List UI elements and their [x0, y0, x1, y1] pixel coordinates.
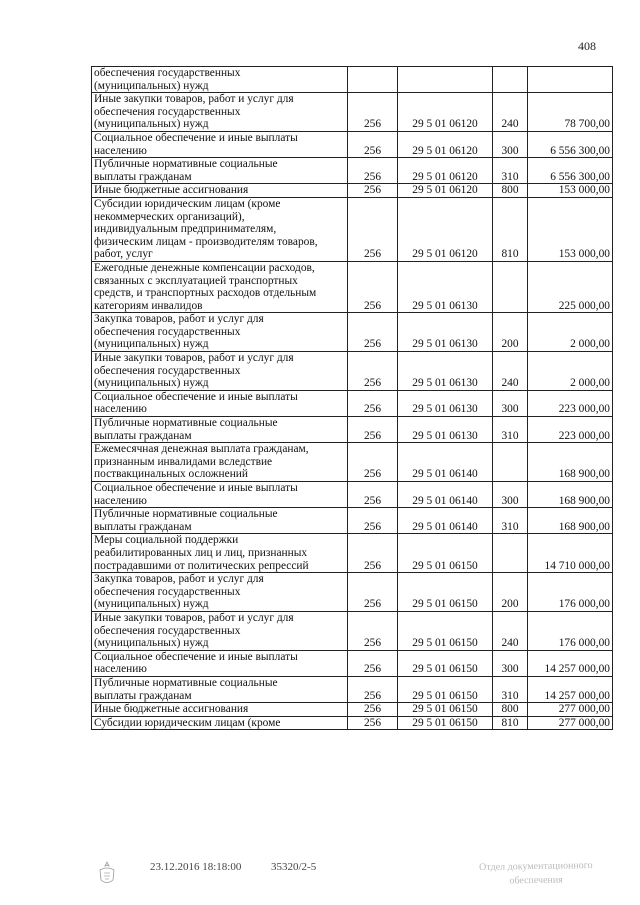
row-target-code: 29 5 01 06120: [398, 93, 493, 132]
row-name-line: Публичные нормативные социальные: [94, 508, 278, 521]
row-amount: 176 000,00: [528, 611, 613, 650]
row-name-line: (муниципальных) нужд: [94, 637, 209, 650]
row-target-code: 29 5 01 06150: [398, 716, 493, 730]
row-admin-code: 256: [348, 482, 398, 508]
row-name: [92, 650, 348, 676]
table-row: [92, 508, 613, 534]
row-name: [92, 67, 348, 93]
row-target-code: 29 5 01 06120: [398, 158, 493, 184]
row-name: [92, 93, 348, 132]
row-expense-type: 310: [493, 508, 528, 534]
row-expense-type: 200: [493, 573, 528, 612]
footer: [0, 860, 640, 905]
table-row: [92, 611, 613, 650]
row-expense-type: 240: [493, 611, 528, 650]
row-target-code: 29 5 01 06130: [398, 261, 493, 312]
row-amount: 78 700,00: [528, 93, 613, 132]
row-target-code: 29 5 01 06150: [398, 703, 493, 717]
budget-table: [91, 66, 613, 730]
row-name-line: Иные закупки товаров, работ и услуг для: [94, 611, 294, 624]
row-name-line: Ежемесячная денежная выплата гражданам,: [94, 443, 309, 456]
table-row: [92, 261, 613, 312]
row-name-line: обеспечения государственных: [94, 364, 241, 377]
row-name: [92, 443, 348, 482]
row-name-line: Иные бюджетные ассигнования: [94, 703, 249, 716]
row-target-code: 29 5 01 06150: [398, 611, 493, 650]
row-expense-type: 240: [493, 93, 528, 132]
row-target-code: 29 5 01 06150: [398, 676, 493, 702]
row-amount: 153 000,00: [528, 197, 613, 261]
row-target-code: 29 5 01 06130: [398, 352, 493, 391]
emblem-icon: [96, 860, 118, 888]
row-target-code: 29 5 01 06140: [398, 508, 493, 534]
row-name-line: населению: [94, 403, 147, 416]
row-name: [92, 184, 348, 198]
row-name: [92, 390, 348, 416]
row-name-line: поствакцинальных осложнений: [94, 468, 248, 481]
footer-doc-number: 35320/2-5: [271, 861, 317, 873]
row-name: [92, 716, 348, 730]
row-expense-type: [493, 443, 528, 482]
row-name-line: Субсидии юридическим лицам (кроме: [94, 197, 281, 210]
row-name: [92, 482, 348, 508]
row-name-line: Публичные нормативные социальные: [94, 676, 278, 689]
row-amount: 168 900,00: [528, 482, 613, 508]
table-row: [92, 93, 613, 132]
table-row: [92, 158, 613, 184]
row-name-line: Публичные нормативные социальные: [94, 158, 278, 171]
row-name-line: населению: [94, 663, 147, 676]
row-admin-code: 256: [348, 197, 398, 261]
row-expense-type: 310: [493, 158, 528, 184]
row-amount: 277 000,00: [528, 703, 613, 717]
row-amount: 2 000,00: [528, 313, 613, 352]
row-admin-code: 256: [348, 650, 398, 676]
row-name-line: обеспечения государственных: [94, 325, 241, 338]
row-target-code: 29 5 01 06130: [398, 417, 493, 443]
row-name-line: обеспечения государственных: [94, 624, 241, 637]
row-expense-type: [493, 67, 528, 93]
table-row: [92, 573, 613, 612]
row-target-code: 29 5 01 06130: [398, 313, 493, 352]
row-name-line: пострадавшими от политических репрессий: [94, 559, 309, 572]
row-amount: 223 000,00: [528, 417, 613, 443]
row-admin-code: 256: [348, 131, 398, 157]
row-name: [92, 158, 348, 184]
row-amount: 14 710 000,00: [528, 534, 613, 573]
row-name: [92, 417, 348, 443]
row-name-line: (муниципальных) нужд: [94, 79, 209, 92]
row-name: [92, 508, 348, 534]
row-expense-type: [493, 534, 528, 573]
row-amount: 153 000,00: [528, 184, 613, 198]
table-row: [92, 417, 613, 443]
row-name-line: Меры социальной поддержки: [94, 534, 239, 547]
row-name-line: (муниципальных) нужд: [94, 118, 209, 131]
row-name-line: Социальное обеспечение и иные выплаты: [94, 131, 298, 144]
table-row: [92, 676, 613, 702]
row-name-line: Субсидии юридическим лицам (кроме: [94, 716, 281, 729]
table-row: [92, 650, 613, 676]
row-admin-code: 256: [348, 93, 398, 132]
row-admin-code: 256: [348, 390, 398, 416]
row-expense-type: 240: [493, 352, 528, 391]
footer-stamp: Отдел документационного обеспечения: [479, 860, 593, 887]
row-name-line: средств, и транспортных расходов отдельным: [94, 287, 317, 300]
row-name: [92, 197, 348, 261]
row-name-line: Ежегодные денежные компенсации расходов,: [94, 261, 315, 274]
row-name-line: Иные бюджетные ассигнования: [94, 184, 249, 197]
row-target-code: 29 5 01 06140: [398, 482, 493, 508]
row-name-line: (муниципальных) нужд: [94, 377, 209, 390]
row-admin-code: 256: [348, 703, 398, 717]
row-name-line: реабилитированных лиц и лиц, признанных: [94, 546, 308, 559]
table-row: [92, 482, 613, 508]
row-name-line: обеспечения государственных: [94, 105, 241, 118]
row-expense-type: 300: [493, 482, 528, 508]
row-name: [92, 131, 348, 157]
row-name-line: выплаты гражданам: [94, 429, 192, 442]
row-amount: 6 556 300,00: [528, 131, 613, 157]
row-name-line: (муниципальных) нужд: [94, 338, 209, 351]
row-name-line: Иные закупки товаров, работ и услуг для: [94, 352, 294, 365]
row-amount: 6 556 300,00: [528, 158, 613, 184]
row-expense-type: 300: [493, 390, 528, 416]
row-amount: 223 000,00: [528, 390, 613, 416]
table-row: [92, 313, 613, 352]
row-expense-type: 310: [493, 676, 528, 702]
row-name-line: обеспечения государственных: [94, 67, 241, 79]
row-admin-code: 256: [348, 184, 398, 198]
row-admin-code: 256: [348, 313, 398, 352]
row-admin-code: 256: [348, 676, 398, 702]
table-row: [92, 534, 613, 573]
row-name-line: работ, услуг: [94, 248, 153, 261]
budget-table-body: [92, 67, 613, 730]
row-name-line: Закупка товаров, работ и услуг для: [94, 573, 264, 586]
row-name: [92, 261, 348, 312]
row-target-code: [398, 67, 493, 93]
row-name-line: Иные закупки товаров, работ и услуг для: [94, 93, 294, 106]
row-admin-code: [348, 67, 398, 93]
row-name: [92, 611, 348, 650]
row-expense-type: 810: [493, 716, 528, 730]
row-amount: 176 000,00: [528, 573, 613, 612]
row-name: [92, 352, 348, 391]
row-admin-code: 256: [348, 443, 398, 482]
row-amount: 277 000,00: [528, 716, 613, 730]
row-name-line: обеспечения государственных: [94, 585, 241, 598]
table-row: [92, 352, 613, 391]
row-name-line: Публичные нормативные социальные: [94, 417, 278, 430]
row-name-line: категориям инвалидов: [94, 299, 203, 312]
row-expense-type: 800: [493, 184, 528, 198]
row-name-line: индивидуальным предпринимателям,: [94, 223, 277, 236]
row-expense-type: 300: [493, 131, 528, 157]
row-name: [92, 676, 348, 702]
row-name-line: физическим лицам - производителям товаров,: [94, 235, 318, 248]
row-expense-type: [493, 261, 528, 312]
row-admin-code: 256: [348, 573, 398, 612]
row-amount: 14 257 000,00: [528, 676, 613, 702]
row-name: [92, 534, 348, 573]
table-row: [92, 443, 613, 482]
row-admin-code: 256: [348, 352, 398, 391]
row-target-code: 29 5 01 06150: [398, 573, 493, 612]
row-target-code: 29 5 01 06120: [398, 197, 493, 261]
row-amount: 14 257 000,00: [528, 650, 613, 676]
table-row: [92, 131, 613, 157]
row-name-line: Социальное обеспечение и иные выплаты: [94, 390, 298, 403]
row-amount: 2 000,00: [528, 352, 613, 391]
table-row: [92, 67, 613, 93]
row-name-line: связанных с эксплуатацией транспортных: [94, 274, 298, 287]
table-row: [92, 716, 613, 730]
row-name-line: признанным инвалидами вследствие: [94, 455, 273, 468]
row-expense-type: 310: [493, 417, 528, 443]
row-name-line: Закупка товаров, работ и услуг для: [94, 313, 264, 326]
table-row: [92, 703, 613, 717]
row-expense-type: 200: [493, 313, 528, 352]
row-target-code: 29 5 01 06130: [398, 390, 493, 416]
row-admin-code: 256: [348, 261, 398, 312]
row-name: [92, 703, 348, 717]
row-name-line: некоммерческих организаций),: [94, 210, 245, 223]
row-admin-code: 256: [348, 417, 398, 443]
row-name-line: выплаты гражданам: [94, 689, 192, 702]
footer-timestamp: 23.12.2016 18:18:00: [150, 861, 242, 873]
row-expense-type: 810: [493, 197, 528, 261]
row-name-line: выплаты гражданам: [94, 170, 192, 183]
row-name-line: населению: [94, 494, 147, 507]
table-row: [92, 390, 613, 416]
row-amount: 168 900,00: [528, 508, 613, 534]
row-target-code: 29 5 01 06120: [398, 131, 493, 157]
page-number: 408: [578, 39, 596, 53]
row-target-code: 29 5 01 06150: [398, 650, 493, 676]
row-name-line: Социальное обеспечение и иные выплаты: [94, 482, 298, 494]
table-row: [92, 184, 613, 198]
row-admin-code: 256: [348, 611, 398, 650]
row-expense-type: 800: [493, 703, 528, 717]
row-name: [92, 313, 348, 352]
row-admin-code: 256: [348, 508, 398, 534]
row-expense-type: 300: [493, 650, 528, 676]
row-target-code: 29 5 01 06150: [398, 534, 493, 573]
row-name-line: населению: [94, 144, 147, 157]
row-name-line: (муниципальных) нужд: [94, 598, 209, 611]
row-name-line: выплаты гражданам: [94, 520, 192, 533]
row-admin-code: 256: [348, 534, 398, 573]
row-amount: [528, 67, 613, 93]
row-admin-code: 256: [348, 716, 398, 730]
row-amount: 168 900,00: [528, 443, 613, 482]
row-target-code: 29 5 01 06120: [398, 184, 493, 198]
row-name-line: Социальное обеспечение и иные выплаты: [94, 650, 298, 663]
row-target-code: 29 5 01 06140: [398, 443, 493, 482]
row-admin-code: 256: [348, 158, 398, 184]
table-row: [92, 197, 613, 261]
row-amount: 225 000,00: [528, 261, 613, 312]
row-name: [92, 573, 348, 612]
